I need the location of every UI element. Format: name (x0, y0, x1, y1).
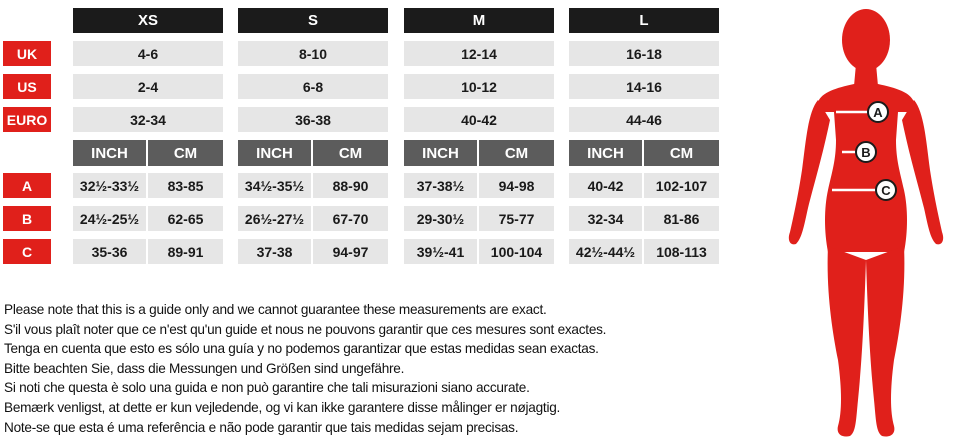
region-label-uk: UK (3, 41, 51, 66)
region-value-cell: 6-8 (238, 74, 388, 99)
inch-value-cell: 32½-33½ (73, 173, 146, 198)
note-german: Bitte beachten Sie, dass die Messungen und Größen sind ungefähre. (4, 360, 405, 376)
note-danish: Bemærk venligst, at dette er kun vejledende, og vi kan ikke garantere disse målinger er nøjagtig. (4, 399, 561, 415)
note-italian: Si noti che questa è solo una guida e non può garantire che tali misurazioni siano accurate. (4, 380, 530, 396)
torso-shape (816, 84, 916, 252)
region-label-euro: EURO (3, 107, 51, 132)
region-value-cell: 4-6 (73, 41, 223, 66)
cm-value-cell: 94-98 (479, 173, 554, 198)
inch-header: INCH (73, 140, 146, 166)
left-leg-shape (828, 246, 866, 437)
right-leg-shape (866, 246, 904, 437)
region-value-cell: 12-14 (404, 41, 554, 66)
size-header-s: S (238, 8, 388, 33)
region-label-us: US (3, 74, 51, 99)
inch-value-cell: 37-38½ (404, 173, 477, 198)
measure-label-c: C (3, 239, 51, 264)
marker-b-label: B (861, 145, 871, 160)
cm-value-cell: 102-107 (644, 173, 719, 198)
marker-a-label: A (873, 105, 883, 120)
marker-c-label: C (881, 183, 891, 198)
inch-value-cell: 29-30½ (404, 206, 477, 231)
cm-value-cell: 89-91 (148, 239, 223, 264)
cm-header: CM (148, 140, 223, 166)
region-value-cell: 40-42 (404, 107, 554, 132)
right-arm-shape (902, 100, 943, 244)
cm-value-cell: 62-65 (148, 206, 223, 231)
inch-value-cell: 42½-44½ (569, 239, 642, 264)
inch-value-cell: 37-38 (238, 239, 311, 264)
size-header-m: M (404, 8, 554, 33)
cm-header: CM (479, 140, 554, 166)
body-silhouette (770, 0, 960, 446)
size-header-l: L (569, 8, 719, 33)
region-value-cell: 44-46 (569, 107, 719, 132)
cm-value-cell: 81-86 (644, 206, 719, 231)
region-value-cell: 8-10 (238, 41, 388, 66)
inch-value-cell: 34½-35½ (238, 173, 311, 198)
note-spanish: Tenga en cuenta que esto es sólo una guía y no podemos garantizar que estas medidas sean exactas. (4, 341, 599, 357)
cm-header: CM (644, 140, 719, 166)
region-value-cell: 2-4 (73, 74, 223, 99)
note-portuguese: Note-se que esta é uma referência e não pode garantir que tais medidas sejam precisas. (4, 419, 519, 435)
region-value-cell: 10-12 (404, 74, 554, 99)
measure-label-a: A (3, 173, 51, 198)
inch-header: INCH (569, 140, 642, 166)
region-value-cell: 14-16 (569, 74, 719, 99)
cm-value-cell: 67-70 (313, 206, 388, 231)
region-value-cell: 16-18 (569, 41, 719, 66)
cm-header: CM (313, 140, 388, 166)
region-value-cell: 32-34 (73, 107, 223, 132)
inch-value-cell: 35-36 (73, 239, 146, 264)
measure-label-b: B (3, 206, 51, 231)
inch-value-cell: 26½-27½ (238, 206, 311, 231)
cm-value-cell: 83-85 (148, 173, 223, 198)
head-shape (842, 9, 890, 71)
cm-value-cell: 108-113 (644, 239, 719, 264)
inch-value-cell: 24½-25½ (73, 206, 146, 231)
cm-value-cell: 75-77 (479, 206, 554, 231)
cm-value-cell: 100-104 (479, 239, 554, 264)
note-english: Please note that this is a guide only and we cannot guarantee these measurements are exact. (4, 302, 547, 317)
region-value-cell: 36-38 (238, 107, 388, 132)
neck-shape (854, 64, 878, 86)
cm-value-cell: 94-97 (313, 239, 388, 264)
size-header-xs: XS (73, 8, 223, 33)
left-arm-shape (789, 100, 830, 244)
disclaimer-notes (4, 300, 764, 437)
inch-value-cell: 32-34 (569, 206, 642, 231)
cm-value-cell: 88-90 (313, 173, 388, 198)
inch-value-cell: 39½-41 (404, 239, 477, 264)
inch-value-cell: 40-42 (569, 173, 642, 198)
inch-header: INCH (238, 140, 311, 166)
note-french: S'il vous plaît noter que ce n'est qu'un guide et nous ne pouvons garantir que ces mesures sont exactes. (4, 321, 607, 337)
inch-header: INCH (404, 140, 477, 166)
